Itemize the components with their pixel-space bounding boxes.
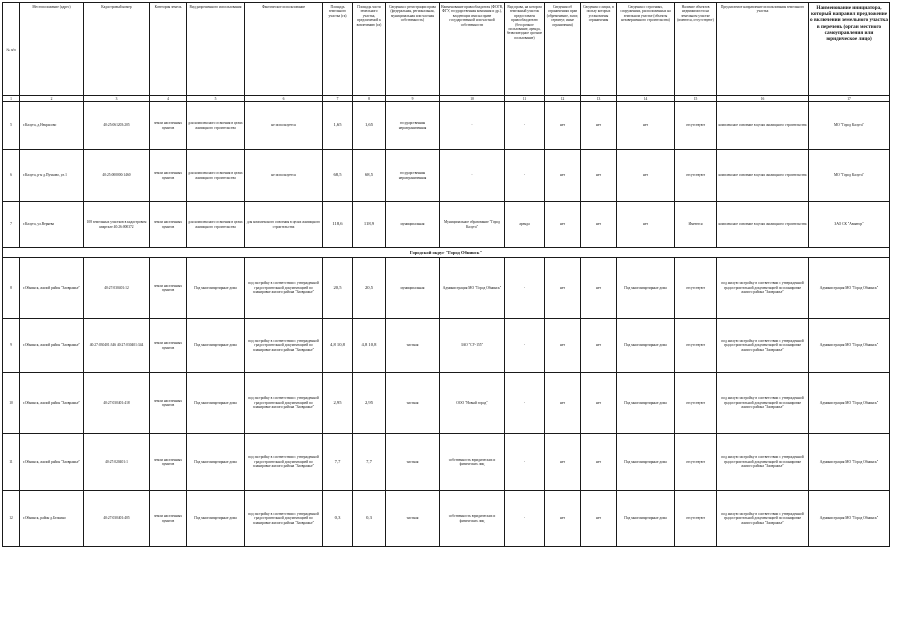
column-number: 16	[717, 96, 809, 102]
part-area-cell: 68,5	[353, 150, 386, 202]
ownership-cell: государственная неразграниченная	[386, 150, 440, 202]
restrictions-cell: нет	[545, 434, 581, 491]
right-type-cell: аренда	[505, 202, 545, 248]
header-row	[3, 3, 890, 96]
real-estate-cell: отсутствуют	[675, 150, 717, 202]
buildings-cell: Под многоквартирные дома	[617, 373, 675, 434]
row-number: 7	[3, 202, 20, 248]
restriction-beneficiary-cell: нет	[581, 491, 617, 547]
ownership-cell: муниципальная	[386, 202, 440, 248]
col-header: Площадь части земельного участка, предлагаемой к вовлечению (га)	[353, 3, 386, 96]
area-cell: 7,7	[323, 434, 353, 491]
column-number: 6	[245, 96, 323, 102]
part-area-cell: 118,9	[353, 202, 386, 248]
column-number: 15	[675, 96, 717, 102]
cadastral-number-cell: 40:27:030401:12	[84, 258, 150, 319]
cadastral-number-cell: 40:27:030401:405	[84, 491, 150, 547]
table-row	[3, 258, 890, 319]
col-header: Наличие объектов недвижимости на земельном участке (имеются, отсутствуют)	[675, 3, 717, 96]
buildings-cell: нет	[617, 150, 675, 202]
right-holder-cell: собственность юридических и физических лиц	[440, 491, 505, 547]
initiator-cell: МО "Город Калуга"	[809, 102, 890, 150]
buildings-cell: Под многоквартирные дома	[617, 491, 675, 547]
proposed-use-cell: под жилую застройку в соответствии с утвержденной градостроительной документацией по планировке жилого района "Заовражье"	[717, 373, 809, 434]
column-number: 13	[581, 96, 617, 102]
proposed-use-cell: под жилую застройку в соответствии с утвержденной градостроительной документацией по планировке жилого района "Заовражье"	[717, 434, 809, 491]
cadastral-number-cell: 40:25:000000:1460	[84, 150, 150, 202]
land-plot-table	[2, 2, 890, 547]
row-number: 6	[3, 150, 20, 202]
proposed-use-cell: под жилую застройку в соответствии с утвержденной градостроительной документацией по планировке жилого района "Заовражье"	[717, 258, 809, 319]
table-row	[3, 491, 890, 547]
right-type-cell: -	[505, 491, 545, 547]
row-number: 10	[3, 373, 20, 434]
column-number: 14	[617, 96, 675, 102]
col-header: Предлагаемое направление использования земельного участка	[717, 3, 809, 96]
column-number: 1	[3, 96, 20, 102]
restrictions-cell: нет	[545, 319, 581, 373]
land-category-cell: земли населенных пунктов	[150, 491, 187, 547]
initiator-cell: Администрация МО "Город Обнинск"	[809, 319, 890, 373]
initiator-cell: МО "Город Калуга"	[809, 150, 890, 202]
column-number: 10	[440, 96, 505, 102]
initiator-cell: ЗАО СК "Авиатор"	[809, 202, 890, 248]
col-header: Сведения о лицах, в пользу которых установлены ограничения	[581, 3, 617, 96]
cadastral-number-cell: 40:25:061203:205	[84, 102, 150, 150]
column-number: 8	[353, 96, 386, 102]
right-type-cell: -	[505, 150, 545, 202]
column-number: 5	[187, 96, 245, 102]
real-estate-cell: отсутствуют	[675, 491, 717, 547]
proposed-use-cell: под жилую застройку в соответствии с утвержденной градостроительной документацией по планировке жилого района "Заовражье"	[717, 319, 809, 373]
proposed-use-cell: комплексное освоение в целях жилищного строительства	[717, 202, 809, 248]
address-cell: г.Калуга, р-н д.Пучково, ул.1	[20, 150, 84, 202]
ownership-cell: частная	[386, 373, 440, 434]
table-row	[3, 102, 890, 150]
row-number: 8	[3, 258, 20, 319]
table-row	[3, 319, 890, 373]
buildings-cell: Под многоквартирные дома	[617, 319, 675, 373]
right-holder-cell: собственность юридических и физических лиц	[440, 434, 505, 491]
buildings-cell: нет	[617, 102, 675, 150]
real-estate-cell: отсутствуют	[675, 258, 717, 319]
col-header: Категория земель	[150, 3, 187, 96]
part-area-cell: 2,95	[353, 373, 386, 434]
right-type-cell: -	[505, 102, 545, 150]
cadastral-number-cell: 40:27:020401:1	[84, 434, 150, 491]
restrictions-cell: нет	[545, 102, 581, 150]
right-holder-cell: -	[440, 102, 505, 150]
right-holder-cell: ООО "Новый город"	[440, 373, 505, 434]
initiator-cell: Администрация МО "Город Обнинск"	[809, 434, 890, 491]
col-header: Местоположение (адрес)	[20, 3, 84, 96]
actual-use-cell: для комплексного освоения в целях жилищного строительства	[245, 202, 323, 248]
buildings-cell: нет	[617, 202, 675, 248]
right-holder-cell: Администрация МО "Город Обнинск"	[440, 258, 505, 319]
area-cell: 68,5	[323, 150, 353, 202]
area-cell: 20,5	[323, 258, 353, 319]
real-estate-cell: отсутствуют	[675, 319, 717, 373]
restriction-beneficiary-cell: нет	[581, 373, 617, 434]
area-cell: 4,8 10,8	[323, 319, 353, 373]
column-number: 12	[545, 96, 581, 102]
col-header: № п/п	[3, 3, 20, 96]
restrictions-cell: нет	[545, 373, 581, 434]
real-estate-cell: отсутствуют	[675, 102, 717, 150]
initiator-cell: Администрация МО "Город Обнинск"	[809, 491, 890, 547]
table-row	[3, 373, 890, 434]
col-header: Наименование правообладателя (ФОГВ, ФГУ, государственная компания и др.), владеющих ими на праве государственной или частной собственности	[440, 3, 505, 96]
ownership-cell: государственная неразграниченная	[386, 102, 440, 150]
column-number: 2	[20, 96, 84, 102]
table-row	[3, 434, 890, 491]
col-header: Сведения об ограничениях прав (обременение, залог, сервитут, иные ограничения)	[545, 3, 581, 96]
permitted-use-cell: Под многоквартирные дома	[187, 434, 245, 491]
column-number: 7	[323, 96, 353, 102]
permitted-use-cell: Под многоквартирные дома	[187, 258, 245, 319]
area-cell: 1,65	[323, 102, 353, 150]
restriction-beneficiary-cell: нет	[581, 319, 617, 373]
restriction-beneficiary-cell: нет	[581, 258, 617, 319]
section-title: Городской округ "Город Обнинск"	[3, 248, 890, 258]
actual-use-cell: не используется	[245, 150, 323, 202]
col-header: Вид права, на котором земельный участок предоставлен правообладателю (бессрочное пользование, аренда, безвозмездное срочное пользование)	[505, 3, 545, 96]
permitted-use-cell: для комплексного освоения в целях жилищного строительства	[187, 102, 245, 150]
col-header: Сведения о строениях, сооружениях, расположенных на земельном участке (объекты незавершенного строительства)	[617, 3, 675, 96]
permitted-use-cell: для комплексного освоения в целях жилищного строительства	[187, 150, 245, 202]
right-type-cell: -	[505, 319, 545, 373]
part-area-cell: 1,65	[353, 102, 386, 150]
buildings-cell: Под многоквартирные дома	[617, 258, 675, 319]
restrictions-cell: нет	[545, 202, 581, 248]
actual-use-cell: под застройку в соответствии с утвержденной градостроительной документацией по планировке жилого района "Заовражье"	[245, 491, 323, 547]
land-category-cell: земли населенных пунктов	[150, 202, 187, 248]
right-holder-cell: Муниципальное образование "Город Калуга"	[440, 202, 505, 248]
real-estate-cell: отсутствуют	[675, 434, 717, 491]
right-type-cell: -	[505, 434, 545, 491]
restriction-beneficiary-cell: нет	[581, 202, 617, 248]
proposed-use-cell: комплексное освоение в целях жилищного строительства	[717, 102, 809, 150]
col-header: Сведения о регистрации права (федеральная, региональная, муниципальная или частная собственность)	[386, 3, 440, 96]
row-number: 12	[3, 491, 20, 547]
col-header: Фактическое использование	[245, 3, 323, 96]
table-row	[3, 150, 890, 202]
ownership-cell: частная	[386, 434, 440, 491]
proposed-use-cell: комплексное освоение в целях жилищного строительства	[717, 150, 809, 202]
address-cell: г.Обнинск, жилой район "Заовражье"	[20, 258, 84, 319]
area-cell: 0,3	[323, 491, 353, 547]
address-cell: г.Калуга, д.Некрасово	[20, 102, 84, 150]
row-number: 11	[3, 434, 20, 491]
ownership-cell: частная	[386, 491, 440, 547]
column-number: 17	[809, 96, 890, 102]
row-number: 9	[3, 319, 20, 373]
column-number: 4	[150, 96, 187, 102]
part-area-cell: 20,5	[353, 258, 386, 319]
ownership-cell: частная	[386, 319, 440, 373]
col-header: Площадь земельного участка (га)	[323, 3, 353, 96]
restriction-beneficiary-cell: нет	[581, 150, 617, 202]
address-cell: г.Калуга, ул.Веряева	[20, 202, 84, 248]
col-header: Кадастровый номер	[84, 3, 150, 96]
table-row	[3, 202, 890, 248]
land-category-cell: земли населенных пунктов	[150, 102, 187, 150]
address-cell: г.Обнинск, район д.Белкино	[20, 491, 84, 547]
permitted-use-cell: для комплексного освоения в целях жилищного строительства	[187, 202, 245, 248]
initiator-cell: Администрация МО "Город Обнинск"	[809, 373, 890, 434]
part-area-cell: 7,7	[353, 434, 386, 491]
address-cell: г.Обнинск, жилой район "Заовражье"	[20, 434, 84, 491]
cadastral-number-cell: 108 земельных участков в кадастровом квартале 40:26:000372	[84, 202, 150, 248]
land-plot-register	[2, 2, 890, 547]
real-estate-cell: отсутствуют	[675, 373, 717, 434]
right-type-cell: -	[505, 258, 545, 319]
col-header: Вид разрешенного использования	[187, 3, 245, 96]
ownership-cell: муниципальная	[386, 258, 440, 319]
part-area-cell: 4,8 10,8	[353, 319, 386, 373]
address-cell: г.Обнинск, жилой район "Заовражье"	[20, 373, 84, 434]
address-cell: г.Обнинск, жилой район "Заовражье"	[20, 319, 84, 373]
restrictions-cell: нет	[545, 491, 581, 547]
land-category-cell: земли населенных пунктов	[150, 319, 187, 373]
permitted-use-cell: Под многоквартирные дома	[187, 491, 245, 547]
actual-use-cell: не используется	[245, 102, 323, 150]
cadastral-number-cell: 40:27:030401:418	[84, 373, 150, 434]
permitted-use-cell: Под многоквартирные дома	[187, 319, 245, 373]
column-number: 3	[84, 96, 150, 102]
column-number: 11	[505, 96, 545, 102]
area-cell: 118,6	[323, 202, 353, 248]
real-estate-cell: Имеются	[675, 202, 717, 248]
col-header-initiator: Наименование инициатора, который направил предложение о включении земельного участка в перечень (орган местного самоуправления или юридическое лицо)	[809, 3, 890, 96]
actual-use-cell: под застройку в соответствии с утвержденной градостроительной документацией по планировке жилого района "Заовражье"	[245, 258, 323, 319]
buildings-cell: Под многоквартирные дома	[617, 434, 675, 491]
actual-use-cell: под застройку в соответствии с утвержденной градостроительной документацией по планировке жилого района "Заовражье"	[245, 373, 323, 434]
restrictions-cell: нет	[545, 258, 581, 319]
initiator-cell: Администрация МО "Город Обнинск"	[809, 258, 890, 319]
row-number: 5	[3, 102, 20, 150]
land-category-cell: земли населенных пунктов	[150, 434, 187, 491]
land-category-cell: земли населенных пунктов	[150, 258, 187, 319]
restriction-beneficiary-cell: нет	[581, 102, 617, 150]
right-holder-cell: -	[440, 150, 505, 202]
column-number: 9	[386, 96, 440, 102]
part-area-cell: 0,3	[353, 491, 386, 547]
section-row	[3, 248, 890, 258]
permitted-use-cell: Под многоквартирные дома	[187, 373, 245, 434]
right-holder-cell: ЗАО "СУ-155"	[440, 319, 505, 373]
cadastral-number-cell: 40:27:030401:346 40:27:030401:344	[84, 319, 150, 373]
restrictions-cell: нет	[545, 150, 581, 202]
right-type-cell: -	[505, 373, 545, 434]
land-category-cell: земли населенных пунктов	[150, 373, 187, 434]
actual-use-cell: под застройку в соответствии с утвержденной градостроительной документацией по планировке жилого района "Заовражье"	[245, 434, 323, 491]
land-category-cell: земли населенных пунктов	[150, 150, 187, 202]
proposed-use-cell: под жилую застройку в соответствии с утвержденной градостроительной документацией по планировке жилого района "Заовражье"	[717, 491, 809, 547]
actual-use-cell: под застройку в соответствии с утвержденной градостроительной документацией по планировке жилого района "Заовражье"	[245, 319, 323, 373]
restriction-beneficiary-cell: нет	[581, 434, 617, 491]
area-cell: 2,95	[323, 373, 353, 434]
